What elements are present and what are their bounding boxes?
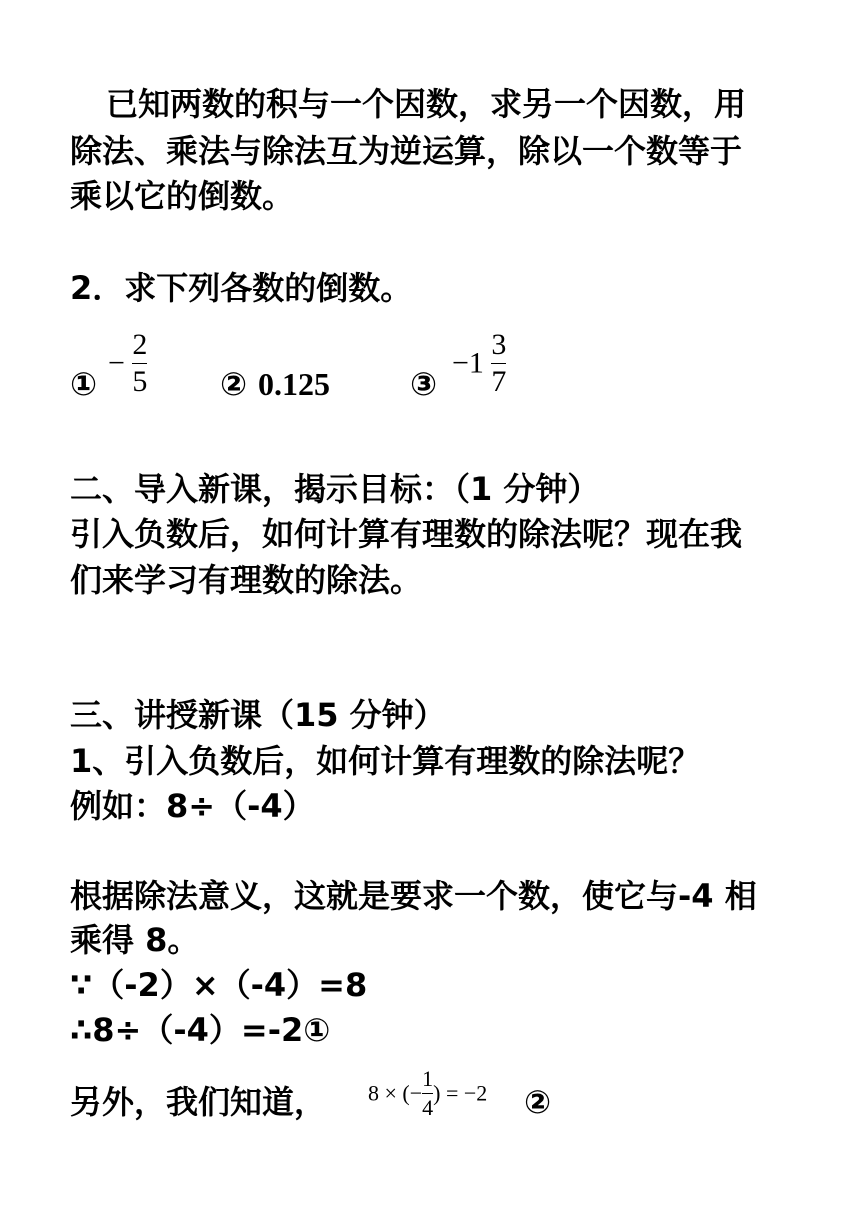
section-3-also-label: 另外，我们知道， xyxy=(70,1083,327,1121)
mixed-number-whole: 1 xyxy=(468,346,484,380)
fraction-sign: − xyxy=(108,346,125,380)
section-3-because: ∵（-2）×（-4）=8 xyxy=(70,966,368,1004)
section-2-heading: 二、导入新课，揭示目标：（1 分钟） xyxy=(70,470,600,508)
section-3-meaning-line-2: 乘得 8。 xyxy=(70,921,200,959)
fraction-bar xyxy=(491,363,506,364)
exercise-item-2-marker: ② xyxy=(220,365,248,403)
section-2-line-1: 引入负数后，如何计算有理数的除法呢？现在我 xyxy=(70,515,743,553)
section-2-line-2: 们来学习有理数的除法。 xyxy=(70,561,423,599)
exercise-item-3-value xyxy=(452,330,506,397)
intro-line-3: 乘以它的倒数。 xyxy=(70,177,295,215)
fraction-numerator: 3 xyxy=(491,328,507,361)
exercise-item-3-marker: ③ xyxy=(410,365,438,403)
fraction-denominator: 4 xyxy=(422,1095,434,1120)
fraction-denominator: 5 xyxy=(132,365,148,398)
section-3-therefore: ∴8÷（-4）=-2① xyxy=(70,1011,331,1049)
intro-line-1: 已知两数的积与一个因数，求另一个因数，用 xyxy=(106,85,747,123)
fraction xyxy=(491,330,506,397)
fraction-bar xyxy=(422,1093,433,1094)
section-3-also-marker: ② xyxy=(524,1083,552,1121)
section-3-heading: 三、讲授新课（15 分钟） xyxy=(70,696,446,734)
exercise-2-title: 2．求下列各数的倒数。 xyxy=(70,269,413,307)
mixed-number-sign: − xyxy=(452,346,469,380)
fraction-denominator: 7 xyxy=(491,365,507,398)
exercise-item-1-marker: ① xyxy=(70,365,98,403)
fraction-numerator: 2 xyxy=(132,328,148,361)
formula-left: 8 × (− xyxy=(368,1080,423,1106)
section-3-example: 例如：8÷（-4） xyxy=(70,787,315,825)
section-3-question-1: 1、引入负数后，如何计算有理数的除法呢？ xyxy=(70,742,701,780)
fraction xyxy=(132,330,147,397)
exercise-item-1-value xyxy=(108,330,147,397)
intro-line-2: 除法、乘法与除法互为逆运算，除以一个数等于 xyxy=(70,132,743,170)
section-3-also-formula xyxy=(368,1068,487,1119)
section-3-meaning-line-1: 根据除法意义，这就是要求一个数，使它与-4 相 xyxy=(70,877,757,915)
exercise-item-2-value: 0.125 xyxy=(258,366,330,402)
fraction-bar xyxy=(132,363,147,364)
fraction xyxy=(422,1068,433,1119)
formula-right: ) = −2 xyxy=(433,1080,488,1106)
fraction-numerator: 1 xyxy=(422,1066,434,1091)
